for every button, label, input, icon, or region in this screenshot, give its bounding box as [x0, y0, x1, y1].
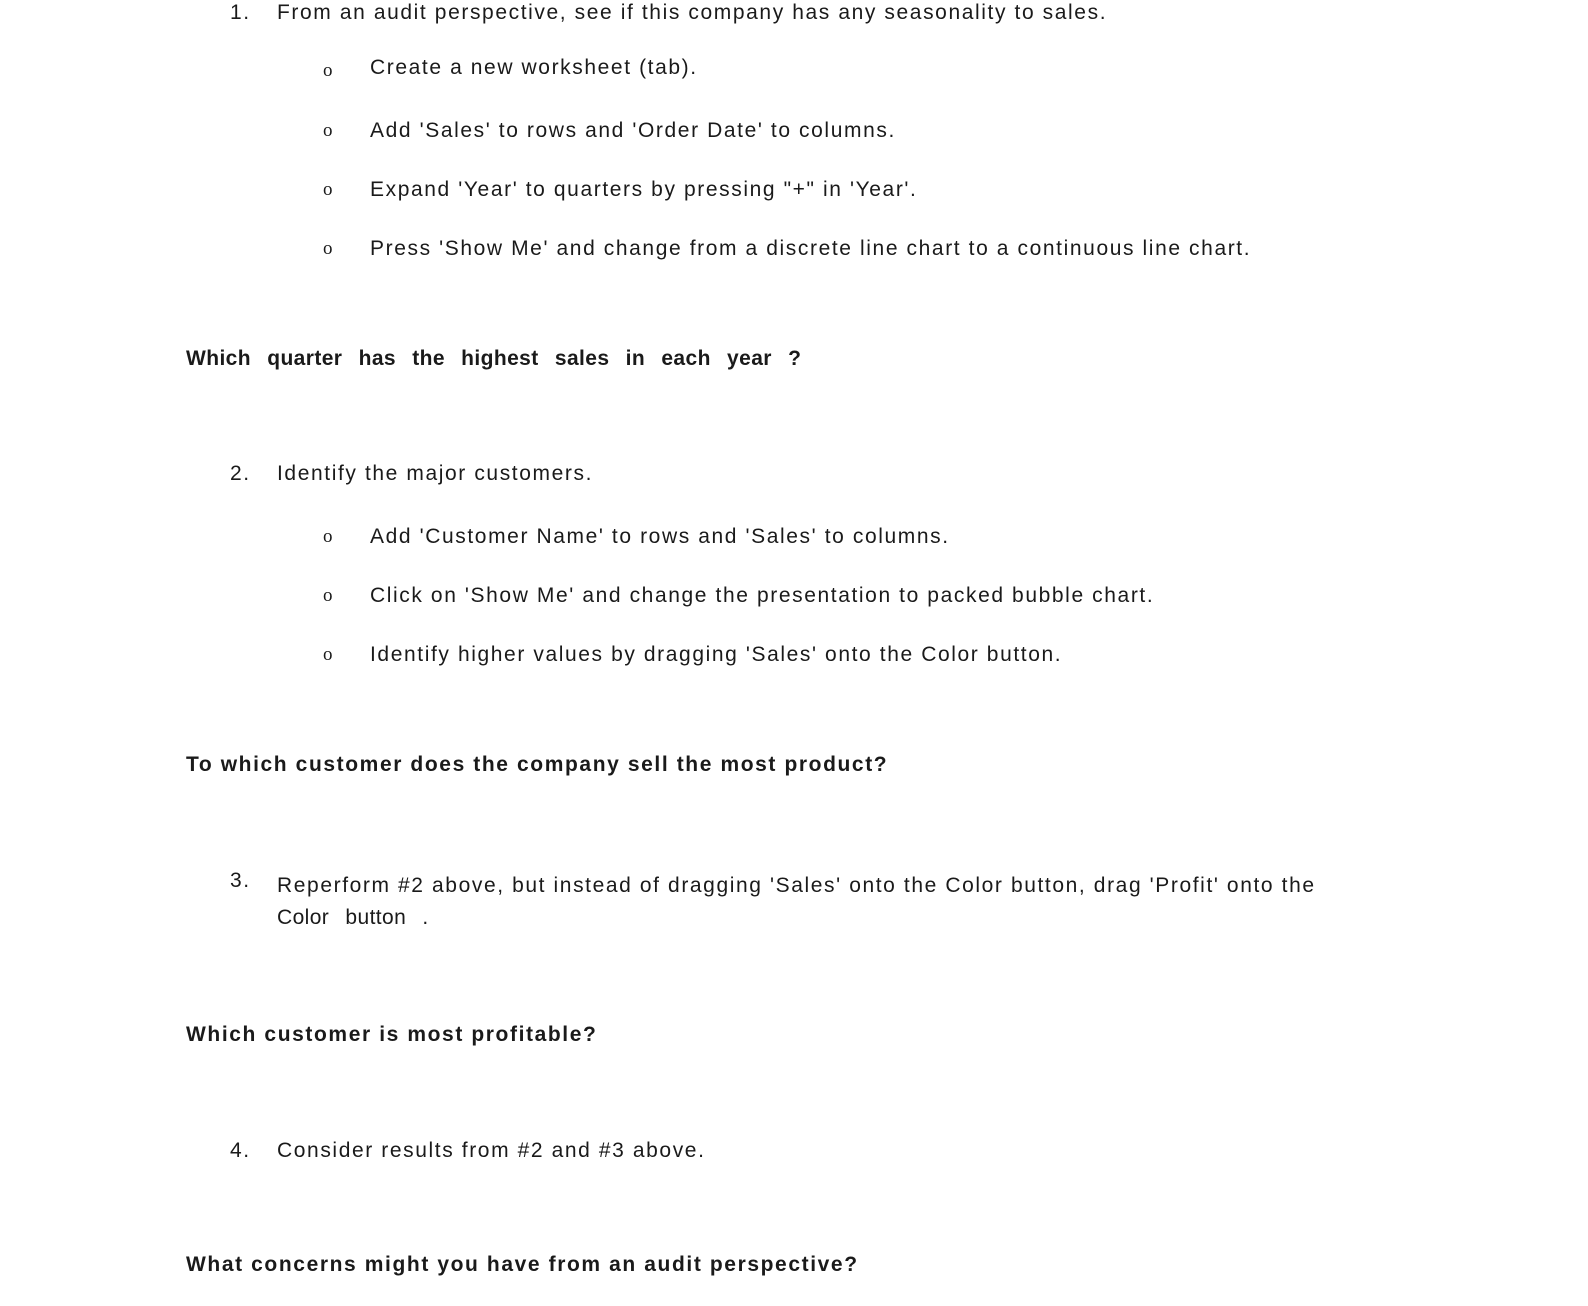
item-1-step-1: Create a new worksheet (tab).: [370, 56, 698, 79]
item-3-text-line-2: Color button .: [277, 906, 429, 929]
item-3-number: 3.: [230, 869, 251, 892]
item-1-step-2: Add 'Sales' to rows and 'Order Date' to columns.: [370, 119, 896, 142]
item-3-question: Which customer is most profitable?: [186, 1023, 598, 1046]
item-4-question: What concerns might you have from an audit perspective?: [186, 1253, 859, 1276]
item-2-number: 2.: [230, 462, 251, 485]
bullet-marker: o: [323, 644, 333, 665]
bullet-marker: o: [323, 238, 333, 259]
item-2-step-3: Identify higher values by dragging 'Sales' onto the Color button.: [370, 643, 1063, 666]
item-1-number: 1.: [230, 1, 251, 24]
bullet-marker: o: [323, 120, 333, 141]
item-1-step-4: Press 'Show Me' and change from a discrete line chart to a continuous line chart.: [370, 237, 1252, 260]
bullet-marker: o: [323, 179, 333, 200]
item-1-step-3: Expand 'Year' to quarters by pressing "+" in 'Year'.: [370, 178, 918, 201]
item-1-text: From an audit perspective, see if this company has any seasonality to sales.: [277, 1, 1108, 24]
item-2-question: To which customer does the company sell the most product?: [186, 753, 889, 776]
item-4-number: 4.: [230, 1139, 251, 1162]
item-3-text-line-1: Reperform #2 above, but instead of dragging 'Sales' onto the Color button, drag 'Profit' onto the: [277, 874, 1316, 897]
bullet-marker: o: [323, 526, 333, 547]
item-4-text: Consider results from #2 and #3 above.: [277, 1139, 706, 1162]
item-1-question: Which quarter has the highest sales in each year ?: [186, 347, 802, 370]
item-2-text: Identify the major customers.: [277, 462, 594, 485]
item-2-step-2: Click on 'Show Me' and change the presentation to packed bubble chart.: [370, 584, 1155, 607]
bullet-marker: o: [323, 60, 333, 81]
bullet-marker: o: [323, 585, 333, 606]
item-2-step-1: Add 'Customer Name' to rows and 'Sales' to columns.: [370, 525, 950, 548]
